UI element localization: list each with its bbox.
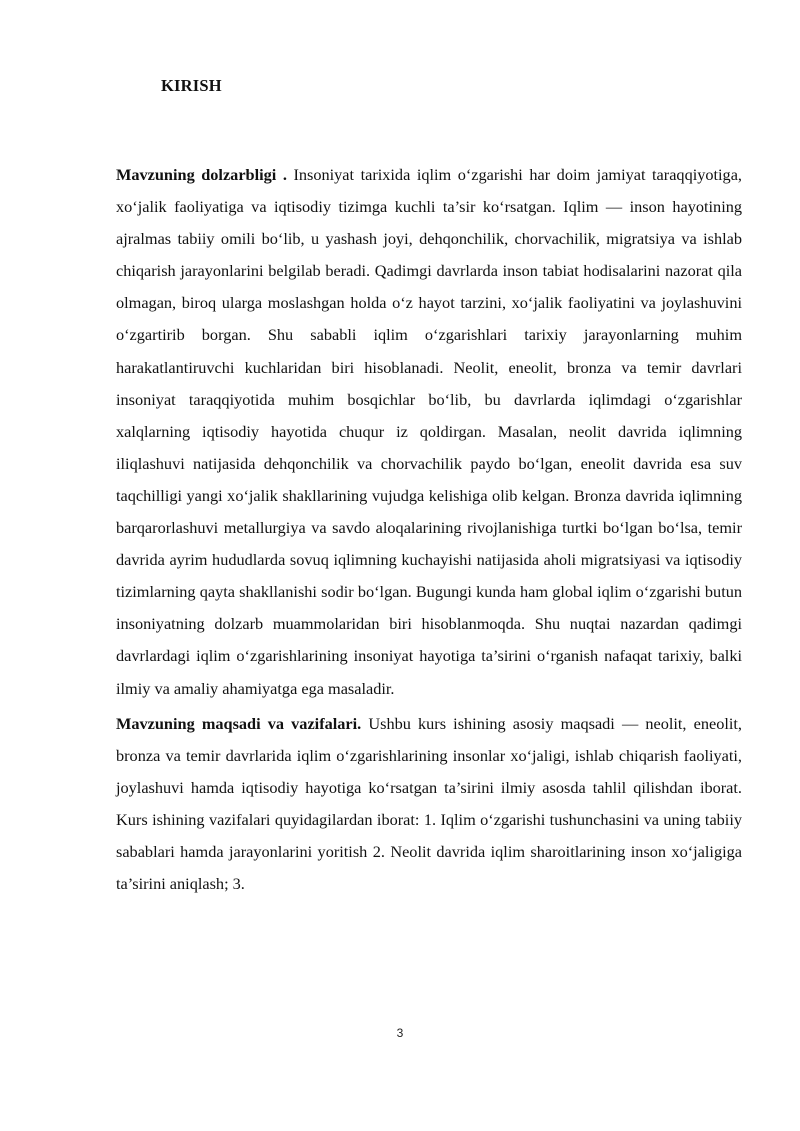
paragraph-goals [116,708,742,901]
body-text [116,159,742,900]
paragraph-lead: Mavzuning maqsadi va vazifalari. [116,713,362,733]
paragraph-lead: Mavzuning dolzarbligi . [116,165,287,184]
paragraph-relevance [116,159,742,705]
paragraph-text: Ushbu kurs ishining asosiy maqsadi — neolit, eneolit, bronza va temir davrlarida iqlim o‘zgarishlarining insonlar xo‘jaligi, ishlab chiqarish faoliyati, joylashuvi hamda iqtisodiy hayotiga ko‘rsatgan ta’sirini ilmiy asosda tahlil qilishdan iborat. Kurs ishining vazifalari quyidagilardan iborat: 1. Iqlim o‘zgarishi tushunchasini va uning tabiiy sabablari hamda jarayonlarini yoritish 2. Neolit davrida iqlim sharoitlarining inson xo‘jaligiga ta’sirini aniqlash; 3. [116,713,742,894]
page-number: 3 [396,1026,404,1040]
section-heading: KIRISH [161,76,222,95]
paragraph-text: Insoniyat tarixida iqlim o‘zgarishi har doim jamiyat taraqqiyotiga, xo‘jalik faoliyatiga va iqtisodiy tizimga kuchli ta’sir ko‘rsatgan. Iqlim — inson hayotining ajralmas tabiiy omili bo‘lib, u yashash joyi, dehqonchilik, chorvachilik, migratsiya va ishlab chiqarish jarayonlarini belgilab beradi. Qadimgi davrlarda inson tabiat hodisalarini nazorat qila olmagan, biroq ularga moslashgan holda o‘z hayot tarzini, xo‘jalik faoliyatini va joylashuvini o‘zgartirib borgan. Shu sababli iqlim o‘zgarishlari tarixiy jarayonlarning muhim harakatlantiruvchi kuchlaridan biri hisoblanadi. Neolit, eneolit, bronza va temir davrlari insoniyat taraqqiyotida muhim bosqichlar bo‘lib, bu davrlarda iqlimdagi o‘zgarishlar xalqlarning iqtisodiy hayotida chuqur iz qoldirgan. Masalan, neolit davrida iqlimning iliqlashuvi natijasida dehqonchilik va chorvachilik paydo bo‘lgan, eneolit davrida esa suv taqchilligi yangi xo‘jalik shakllarining vujudga kelishiga olib kelgan. Bronza davrida iqlimning barqarorlashuvi metallurgiya va savdo aloqalarining rivojlanishiga turtki bo‘lgan bo‘lsa, temir davrida ayrim hududlarda sovuq iqlimning kuchayishi natijasida aholi migratsiyasi va iqtisodiy tizimlarning qayta shakllanishi sodir bo‘lgan. Bugungi kunda ham global iqlim o‘zgarishi butun insoniyatning dolzarb muammolaridan biri hisoblanmoqda. Shu nuqtai nazardan qadimgi davrlardagi iqlim o‘zgarishlarining insoniyat hayotiga ta’sirini o‘rganish nafaqat tarixiy, balki ilmiy va amaliy ahamiyatga ega masaladir. [116,165,742,698]
